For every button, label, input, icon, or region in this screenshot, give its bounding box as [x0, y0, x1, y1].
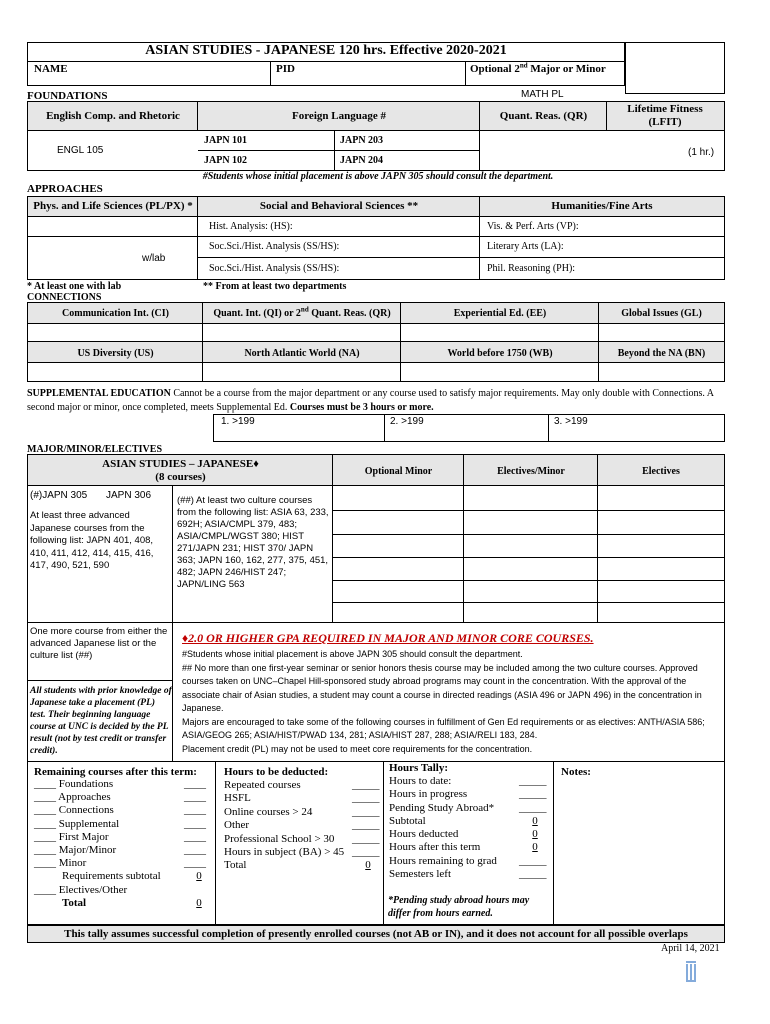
- hours-blanks: _____ _____ _____ _____ _____: [519, 775, 547, 881]
- hours-deducted-value: 0: [532, 828, 538, 840]
- deduct-list: [224, 779, 354, 873]
- lfit-heading: Lifetime Fitness (LFIT): [627, 103, 703, 128]
- deduct-total: Total: [224, 859, 247, 872]
- ci-heading: Communication Int. (CI): [62, 308, 169, 319]
- foundations-note: #Students whose initial placement is above JAPN 305 should consult the department.: [202, 171, 554, 182]
- math-pl-label: MATH PL: [521, 89, 564, 100]
- total-value: 0: [196, 897, 202, 909]
- rule: [333, 602, 724, 603]
- remaining-list: ____ Foundations ____ Approaches ____ Connections ____ Supplemental ____ First Major ____ Major/Minor ____ Minor Requirements subtotal ____ Electives/Other Total: [34, 778, 161, 909]
- language-heading: Foreign Language #: [292, 110, 386, 122]
- supp-2: 2. >199: [390, 416, 424, 427]
- deduct-blanks: _____ _____ _____ _____ _____ _____: [352, 779, 380, 859]
- major-notes: [182, 648, 722, 756]
- note-1: #Students whose initial placement is above JAPN 305 should consult the department.: [182, 649, 523, 659]
- hours-after-value: 0: [532, 841, 538, 853]
- wb-heading: World before 1750 (WB): [447, 348, 553, 359]
- cell: [28, 237, 198, 279]
- ss-heading: Social and Behavioral Sciences **: [259, 200, 419, 212]
- hours-subtotal-value: 0: [532, 815, 538, 827]
- electives-minor-heading: Electives/Minor: [497, 466, 565, 477]
- page-title: ASIAN STUDIES - JAPANESE 120 hrs. Effective 2020-2021: [145, 43, 507, 58]
- dept-note: ** From at least two departments: [203, 281, 347, 292]
- placement-note: All students with prior knowledge of Japanese take a placement (PL) test. Their beginning language course at UNC is decided by the PL result (not by test credit or transfer credit).: [30, 686, 172, 756]
- divider: [270, 61, 271, 86]
- foundations-heading: FOUNDATIONS: [27, 90, 108, 102]
- hours-remaining: Hours remaining to grad: [389, 854, 497, 867]
- note-2: ## No more than one first-year seminar or senior honors thesis course may be included among the two culture courses. Approved courses taken on UNC–Chapel Hill-sponsored study abroad programs may count in the concentration. With the approval of the associate chair of Asian studies, a student may count a course in directed readings (ASIA 496 or JAPN 496) in the concentration in Japanese.: [182, 662, 702, 713]
- hours-to-date: Hours to date:: [389, 775, 452, 787]
- footer-note: This tally assumes successful completion of presently enrolled courses (not AB or IN), and it does not account for all possible overlaps: [64, 928, 688, 940]
- remaining-heading: Remaining courses after this term:: [34, 766, 197, 778]
- japn-305: (#)JAPN 305: [30, 490, 88, 501]
- optional-major-label: Optional 2nd Major or Minor: [470, 61, 606, 75]
- deduct-other: Other: [224, 819, 250, 832]
- hours-deducted: Hours deducted: [389, 828, 459, 841]
- japn-204: JAPN 204: [340, 155, 384, 166]
- supp-1: 1. >199: [221, 416, 255, 427]
- eng-heading: English Comp. and Rhetoric: [46, 110, 180, 122]
- pl-heading: Phys. and Life Sciences (PL/PX) *: [33, 200, 193, 212]
- rem-electives: Electives/Other: [58, 883, 128, 896]
- us-heading: US Diversity (US): [77, 348, 154, 359]
- qi-heading: Quant. Int. (QI) or 2nd Quant. Reas. (QR): [213, 305, 391, 319]
- subtotal-value: 0: [196, 870, 202, 882]
- major-heading: MAJOR/MINOR/ELECTIVES: [27, 444, 163, 455]
- rule: [333, 557, 724, 558]
- rem-total: Total: [62, 896, 87, 909]
- hours-pending: Pending Study Abroad*: [389, 801, 495, 814]
- electives-heading: Electives: [642, 466, 680, 477]
- unc-logo-icon: [685, 960, 697, 982]
- qr-heading: Quant. Reas. (QR): [499, 110, 588, 122]
- name-label: NAME: [34, 63, 68, 75]
- rem-foundations: Foundations: [58, 778, 114, 790]
- supp-3: 3. >199: [554, 416, 588, 427]
- connections-heading: CONNECTIONS: [27, 292, 102, 303]
- rem-subtotal: Requirements subtotal: [62, 870, 161, 883]
- deduct-heading: Hours to be deducted:: [224, 766, 329, 778]
- rule: [333, 510, 724, 511]
- ee-heading: Experiential Ed. (EE): [453, 308, 547, 319]
- wlab-label: w/lab: [142, 253, 166, 264]
- notes-heading: Notes:: [561, 766, 591, 778]
- ss-hs: Hist. Analysis: (HS):: [209, 221, 293, 232]
- japn-102: JAPN 102: [204, 155, 248, 166]
- remaining-blanks: ____ ____ ____ ____ ____ ____ ____: [184, 778, 206, 870]
- deduct-repeated: Repeated courses: [224, 779, 301, 791]
- major-title: ASIAN STUDIES – JAPANESE♦ (8 courses): [102, 458, 259, 483]
- japn-203: JAPN 203: [340, 135, 384, 146]
- supplemental-text: SUPPLEMENTAL EDUCATION Cannot be a course from the major department or any course used to satisfy major requirements. May only double with Connections. A second major or minor, once completed, meets Supplemental Ed. Courses must be 3 hours or more.: [27, 388, 714, 413]
- supplemental-table: [213, 414, 725, 442]
- deduct-professional: Professional School > 30: [224, 832, 335, 845]
- hours-after-term: Hours after this term: [389, 841, 481, 854]
- gpa-requirement: ♦2.0 OR HIGHER GPA REQUIRED IN MAJOR AND MINOR CORE COURSES.: [182, 631, 594, 645]
- one-more-course: One more course from either the advanced Japanese list or the culture list (##): [30, 626, 168, 661]
- divider: [384, 414, 385, 442]
- deduct-hsfl: HSFL: [224, 792, 251, 805]
- deduct-subject: Hours in subject (BA) > 45: [224, 846, 345, 859]
- approaches-heading: APPROACHES: [27, 183, 103, 195]
- ss-sshs-2: Soc.Sci./Hist. Analysis (SS/HS):: [209, 263, 340, 274]
- pid-label: PID: [276, 63, 295, 75]
- lab-note: * At least one with lab: [27, 281, 122, 292]
- hum-la: Literary Arts (LA):: [487, 241, 564, 252]
- photo-box: [625, 42, 725, 94]
- deduct-online: Online courses > 24: [224, 805, 313, 818]
- rule: [333, 580, 724, 581]
- rule: [333, 534, 724, 535]
- rem-first-major: First Major: [58, 830, 109, 843]
- semesters-left: Semesters left: [389, 868, 452, 881]
- divider: [548, 414, 549, 442]
- bn-heading: Beyond the NA (BN): [617, 348, 706, 359]
- hours-list: [389, 775, 514, 881]
- culture-list: (##) At least two culture courses from the following list: ASIA 63, 233, 692H; ASIA/CMPL 379, 483; ASIA/CMPL/WGST 380; HIST 271/JAPN 231; HIST 370/ JAPN 363; JAPN 160, 162, 277, 375, 451, 482; JAPN 246/HIST 247; JAPN/LING 563: [177, 495, 329, 590]
- hum-heading: Humanities/Fine Arts: [551, 200, 653, 212]
- hours-subtotal: Subtotal: [389, 814, 426, 827]
- japn-306: JAPN 306: [106, 490, 152, 501]
- deduct-total-value: 0: [365, 859, 371, 871]
- divider: [465, 61, 466, 86]
- hum-ph: Phil. Reasoning (PH):: [487, 263, 576, 274]
- footer-date: April 14, 2021: [661, 943, 720, 954]
- japn-101: JAPN 101: [204, 135, 248, 146]
- note-3: Majors are encouraged to take some of the following courses in fulfillment of Gen Ed requirements or as electives: ANTH/ASIA 586; ASIA/GEOG 265; ASIA/HIST/PWAD 134, 281; ASIA/HIST 287, 288; ASIA/RELI 183, 284.: [182, 716, 705, 740]
- rem-supplemental: Supplemental: [58, 817, 120, 830]
- ss-sshs-1: Soc.Sci./Hist. Analysis (SS/HS):: [209, 241, 340, 252]
- hours-in-progress: Hours in progress: [389, 788, 468, 801]
- cell: [28, 217, 198, 237]
- note-4: Placement credit (PL) may not be used to meet core requirements for the concentration.: [182, 743, 533, 754]
- engl-105: ENGL 105: [57, 145, 104, 156]
- advanced-list: At least three advanced Japanese courses from the following list: JAPN 401, 408, 410, 411, 412, 414, 415, 416, 417, 490, 521, 590: [30, 510, 154, 571]
- na-heading: North Atlantic World (NA): [244, 348, 360, 359]
- gl-heading: Global Issues (GL): [621, 308, 702, 319]
- rem-approaches: Approaches: [58, 791, 111, 804]
- optional-minor-heading: Optional Minor: [364, 466, 433, 477]
- lfit-hours: (1 hr.): [688, 147, 715, 158]
- pending-note: *Pending study abroad hours may differ from hours earned.: [388, 895, 530, 919]
- rem-minor: Minor: [58, 857, 87, 870]
- hours-tally-heading: Hours Tally:: [389, 762, 448, 774]
- rem-connections: Connections: [58, 804, 114, 817]
- hum-vp: Vis. & Perf. Arts (VP):: [487, 221, 579, 232]
- rem-major-minor: Major/Minor: [58, 844, 117, 857]
